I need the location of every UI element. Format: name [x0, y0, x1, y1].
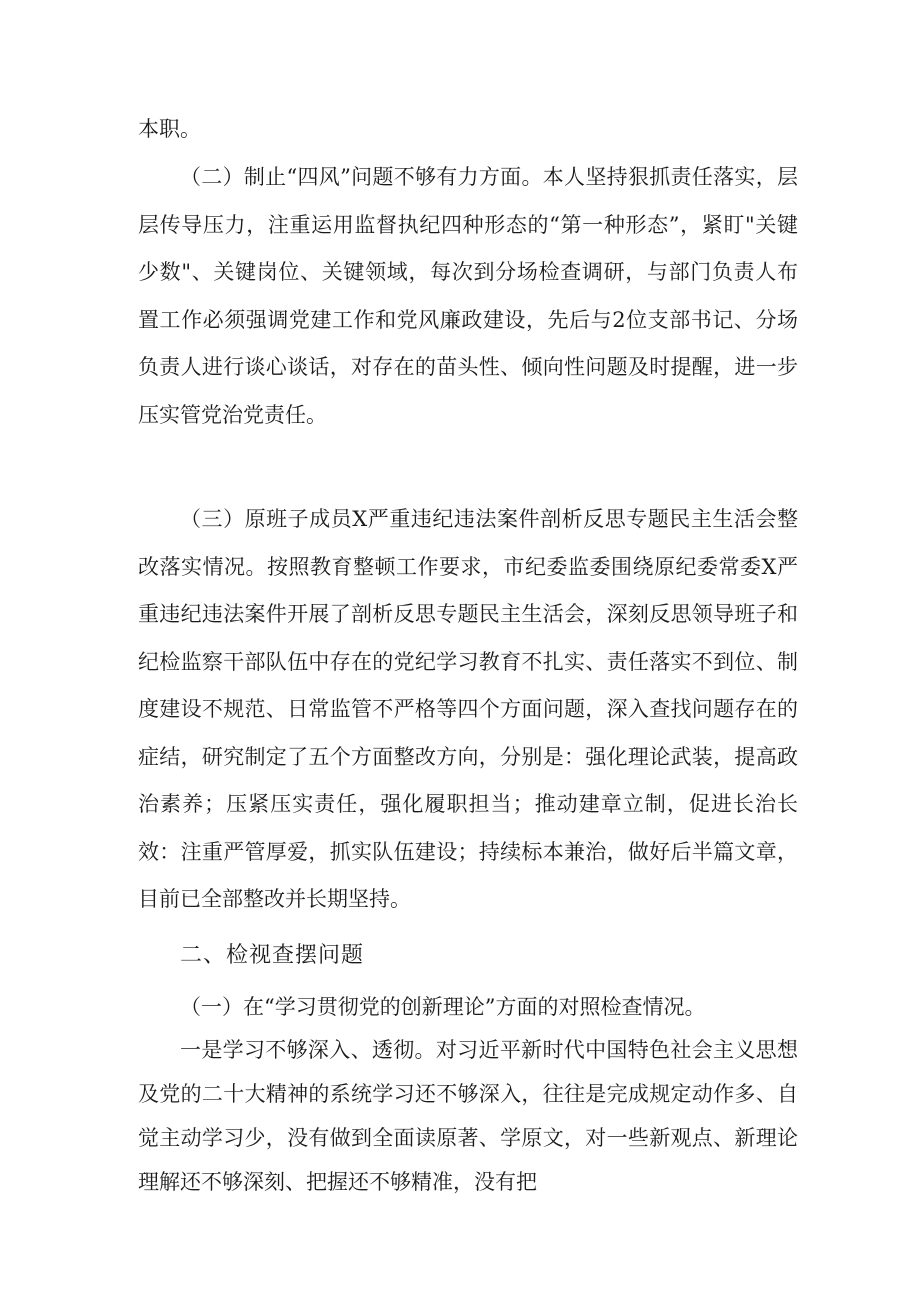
paragraph-rectification: （三）原班子成员X严重违纪违法案件剖析反思专题民主生活会整改落实情况。按照教育整顿工作要求，市纪委监委围绕原纪委常委X严重违纪违法案件开展了剖析反思专题民主生活会，深刻反思领导班子和纪检监察干部队伍中存在的党纪学习教育不扎实、责任落实不到位、制度建设不规范、日常监管不严格等四个方面问题，深入查找问题存在的症结，研究制定了五个方面整改方向，分别是：强化理论武装，提高政治素养；压紧压实责任，强化履职担当；推动建章立制，促进长治长效：注重严管厚爱，抓实队伍建设；持续标本兼治，做好后半篇文章，目前已全部整改并长期坚持。 [138, 507, 798, 911]
paragraph-continuation: 本职。 [138, 117, 201, 141]
paragraph-four-styles: （二）制止“四风”问题不够有力方面。本人坚持狠抓责任落实，层层传导压力，注重运用监督执纪四种形态的“第一种形态”，紧盯"关键少数"、关键岗位、关键领域，每次到分场检查调研，与部门负责人布置工作必须强调党建工作和党风廉政建设，先后与2位支部书记、分场负责人进行谈心谈话，对存在的苗头性、倾向性问题及时提醒，进一步压实管党治党责任。 [138, 165, 798, 427]
subsection-heading: （一）在“学习贯彻党的创新理论”方面的对照检查情况。 [180, 995, 706, 1019]
section-heading: 二、检视查摆问题 [180, 943, 365, 968]
paragraph-study-issues: 一是学习不够深入、透彻。对习近平新时代中国特色社会主义思想及党的二十大精神的系统学习还不够深入，往往是完成规定动作多、自觉主动学习少，没有做到全面读原著、学原文，对一些新观点、新理论理解还不够深刻、把握还不够精准，没有把 [138, 1038, 798, 1194]
